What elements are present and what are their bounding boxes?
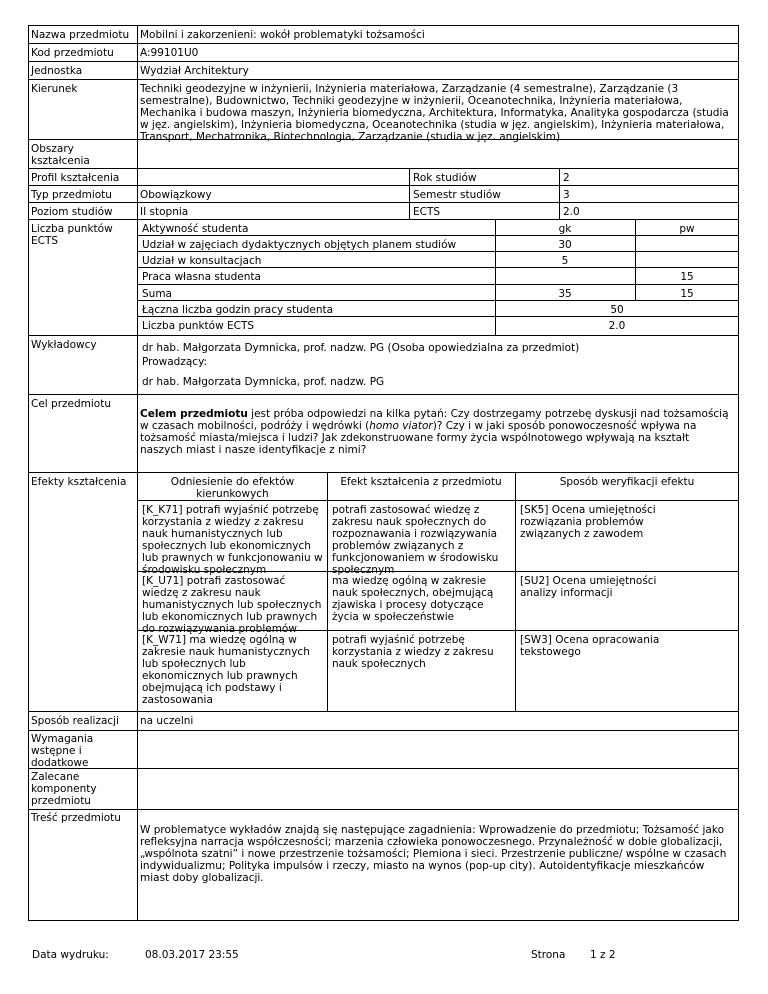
label-semestr: Semestr studiów	[413, 189, 501, 201]
cel-italic: homo viator	[369, 420, 433, 432]
value-ects: 2.0	[563, 206, 580, 218]
footer-page: 1 z 2	[590, 949, 616, 961]
ects-row-pw: 15	[680, 271, 694, 283]
efekty-cell: [K_U71] potrafi zastosować wiedzę z zakresu nauk humanistycznych lub społecznych lub ekonomicznych lub prawnych do rozwiązywania problemów	[142, 575, 322, 635]
row-divider	[28, 394, 739, 395]
value-nazwa: Mobilni i zakorzenieni: wokół problematyki tożsamości	[140, 29, 425, 41]
cel-bold: Celem przedmiotu	[140, 408, 248, 420]
ects-row-gk: 35	[558, 288, 572, 300]
label-kod: Kod przedmiotu	[31, 47, 114, 59]
ects-row-divider	[137, 267, 739, 268]
label-zalecane: Zalecane komponenty przedmiotu	[31, 771, 97, 807]
wykladowca-main: dr hab. Małgorzata Dymnicka, prof. nadzw. PG (Osoba opowiedzialna za przedmiot)	[142, 342, 580, 354]
efekty-cell: potrafi zastosować wiedzę z zakresu nauk społecznych do rozpoznawania i rozwiązywania problemów związanych z funkcjonowaniem w środowisku społecznym	[332, 504, 499, 576]
ects-row-divider	[137, 235, 739, 236]
ects-row-label: Suma	[142, 288, 172, 300]
ects-header-label: Aktywność studenta	[142, 223, 249, 235]
efekty-col-divider	[515, 472, 516, 711]
label-obszary: Obszary kształcenia	[31, 143, 90, 167]
footer-date: 08.03.2017 23:55	[145, 949, 239, 961]
label-profil: Profil kształcenia	[31, 172, 120, 184]
label-wymagania: Wymagania wstępne i dodatkowe	[31, 733, 94, 769]
efekty-cell: [SK5] Ocena umiejętności rozwiązania problemów związanych z zawodem	[520, 504, 656, 540]
efekty-header: Sposób weryfikacji efektu	[559, 476, 695, 488]
row-divider	[28, 168, 739, 169]
row-divider	[28, 43, 739, 44]
row-divider	[28, 768, 739, 769]
label-nazwa: Nazwa przedmiotu	[31, 29, 130, 41]
efekty-cell: [K_W71] ma wiedzę ogólną w zakresie nauk humanistycznych lub społecznych lub ekonomicznych lub prawnych obejmującą ich podstawy i zastosowania	[142, 634, 310, 706]
value-tresc: W problematyce wykładów znajdą się następujące zagadnienia: Wprowadzenie do przedmiotu; Tożsamość jako refleksyjna narracja współczesności; marzenia człowieka ponowoczesnego. Przynależność w dobie globalizacji, „wspólnota szatni” i nowe przestrzenie tożsamości; Plemiona i sieci. Przestrzenie publiczne/ wspólne w czasach indywidualizmu; Polityka impulsów i rzeczy, miasto na wynos (pop-up city). Autoidentyfikacje mieszkańców miast doby globalizacji.	[140, 824, 727, 884]
ects-row-pw: 15	[680, 288, 694, 300]
cel-text-2: )? Czy i w jaki sposób ponowoczesność wpływa na tożsamość miasta/miejsca i ludzi? Jak zdekonstruowane formy życia wspólnotowego wpływają na kształt naszych miast i nasze identyfikacje z nimi?	[140, 420, 697, 456]
value-semestr: 3	[563, 189, 570, 201]
efekty-cell: ma wiedzę ogólną w zakresie nauk społecznych, obejmującą zjawiska i procesy dotyczące życia w społeczeństwie	[332, 575, 494, 623]
prowadzacy-value: dr hab. Małgorzata Dymnicka, prof. nadzw. PG	[142, 376, 385, 388]
label-wykladowcy: Wykładowcy	[31, 339, 97, 351]
value-kod: A:99101U0	[140, 47, 199, 59]
ects-col-divider	[495, 219, 496, 335]
efekty-header: Efekt kształcenia z przedmiotu	[340, 476, 502, 488]
prowadzacy-label: Prowadzący:	[142, 356, 208, 368]
label-efekty: Efekty kształcenia	[31, 476, 127, 488]
value-sposob: na uczelni	[140, 715, 194, 727]
efekty-cell: potrafi wyjaśnić potrzebę korzystania z wiedzy z zakresu nauk społecznych	[332, 634, 494, 670]
row-divider	[28, 202, 739, 203]
row-divider	[28, 219, 739, 220]
efekty-cell: [SU2] Ocena umiejętności analizy informacji	[520, 575, 657, 599]
footer-page-label: Strona	[531, 949, 566, 961]
efekty-col-divider	[327, 472, 328, 711]
row-divider	[28, 79, 739, 80]
ects-row-label: Udział w konsultacjach	[142, 255, 262, 267]
label-ects-points: Liczba punktów ECTS	[31, 223, 113, 247]
ects-row-label: Udział w zajęciach dydaktycznych objętych planem studiów	[142, 239, 457, 251]
value-typ: Obowiązkowy	[140, 189, 212, 201]
efekty-cell: [SW3] Ocena opracowania tekstowego	[520, 634, 660, 658]
ects-row-label: Praca własna studenta	[142, 271, 261, 283]
efekty-row-divider	[137, 500, 739, 501]
ects-total-hours-value: 50	[610, 304, 624, 316]
label-ects: ECTS	[413, 206, 441, 218]
ects-header-pw: pw	[679, 223, 695, 235]
value-kierunek: Techniki geodezyjne w inżynierii, Inżynieria materiałowa, Zarządzanie (4 semestralne), Zarządzanie (3 semestralne), Budownictwo, Techniki geodezyjne w inżynierii, Oceanotechnika, Inżynieria materiałowa, Mechanika i budowa maszyn, Inżynieria biomedyczna, Architektura, Informatyka, Analityka gospodarcza (studia w jęz. angielskim), Inżynieria biomedyczna, Oceanotechnika (studia w jęz. angielskim), Inżynieria materiałowa, Transport, Mechatronika, Biotechnologia, Zarządzanie (studia w jęz. angielskim)	[140, 83, 729, 143]
label-kierunek: Kierunek	[31, 83, 78, 95]
footer-date-label: Data wydruku:	[32, 949, 109, 961]
ects-row-gk: 5	[561, 255, 569, 267]
row-divider	[28, 185, 739, 186]
grid-divider	[409, 168, 410, 219]
ects-row-gk: 30	[558, 239, 572, 251]
ects-total-points-value: 2.0	[608, 320, 626, 332]
label-sposob: Sposób realizacji	[31, 715, 120, 727]
efekty-cell: [K_K71] potrafi wyjaśnić potrzebę korzystania z wiedzy z zakresu nauk humanistycznych lub społecznych lub ekonomicznych lub prawnych w funkcjonowaniu w środowisku społecznym	[142, 504, 323, 576]
value-jednostka: Wydział Architektury	[140, 65, 249, 77]
ects-total-points-label: Liczba punktów ECTS	[142, 320, 255, 332]
label-typ: Typ przedmiotu	[31, 189, 112, 201]
grid-divider	[559, 168, 560, 219]
ects-header-gk: gk	[558, 223, 572, 235]
row-divider	[28, 711, 739, 712]
label-tresc: Treść przedmiotu	[31, 812, 121, 824]
value-poziom: II stopnia	[140, 206, 189, 218]
cel-text	[140, 408, 734, 456]
ects-row-divider	[137, 300, 739, 301]
label-rok: Rok studiów	[413, 172, 477, 184]
row-divider	[28, 809, 739, 810]
ects-row-divider	[137, 284, 739, 285]
value-rok: 2	[563, 172, 570, 184]
label-column-divider	[137, 25, 138, 921]
label-cel: Cel przedmiotu	[31, 398, 112, 410]
row-divider	[28, 920, 739, 921]
label-jednostka: Jednostka	[31, 65, 83, 77]
cel-text-1: jest próba odpowiedzi na kilka pytań: Czy dostrzegamy potrzebę dyskusji nad tożsamością w czasach mobilności, podróży i wędrówki (	[140, 408, 729, 432]
label-poziom: Poziom studiów	[31, 206, 113, 218]
row-divider	[28, 472, 739, 473]
ects-row-divider	[137, 251, 739, 252]
course-card-frame	[28, 25, 739, 921]
row-divider	[28, 730, 739, 731]
efekty-header: Odniesienie do efektów kierunkowych	[170, 476, 295, 500]
row-divider	[28, 61, 739, 62]
row-divider	[28, 335, 739, 336]
ects-total-hours-label: Łączna liczba godzin pracy studenta	[142, 304, 334, 316]
ects-row-divider	[137, 316, 739, 317]
